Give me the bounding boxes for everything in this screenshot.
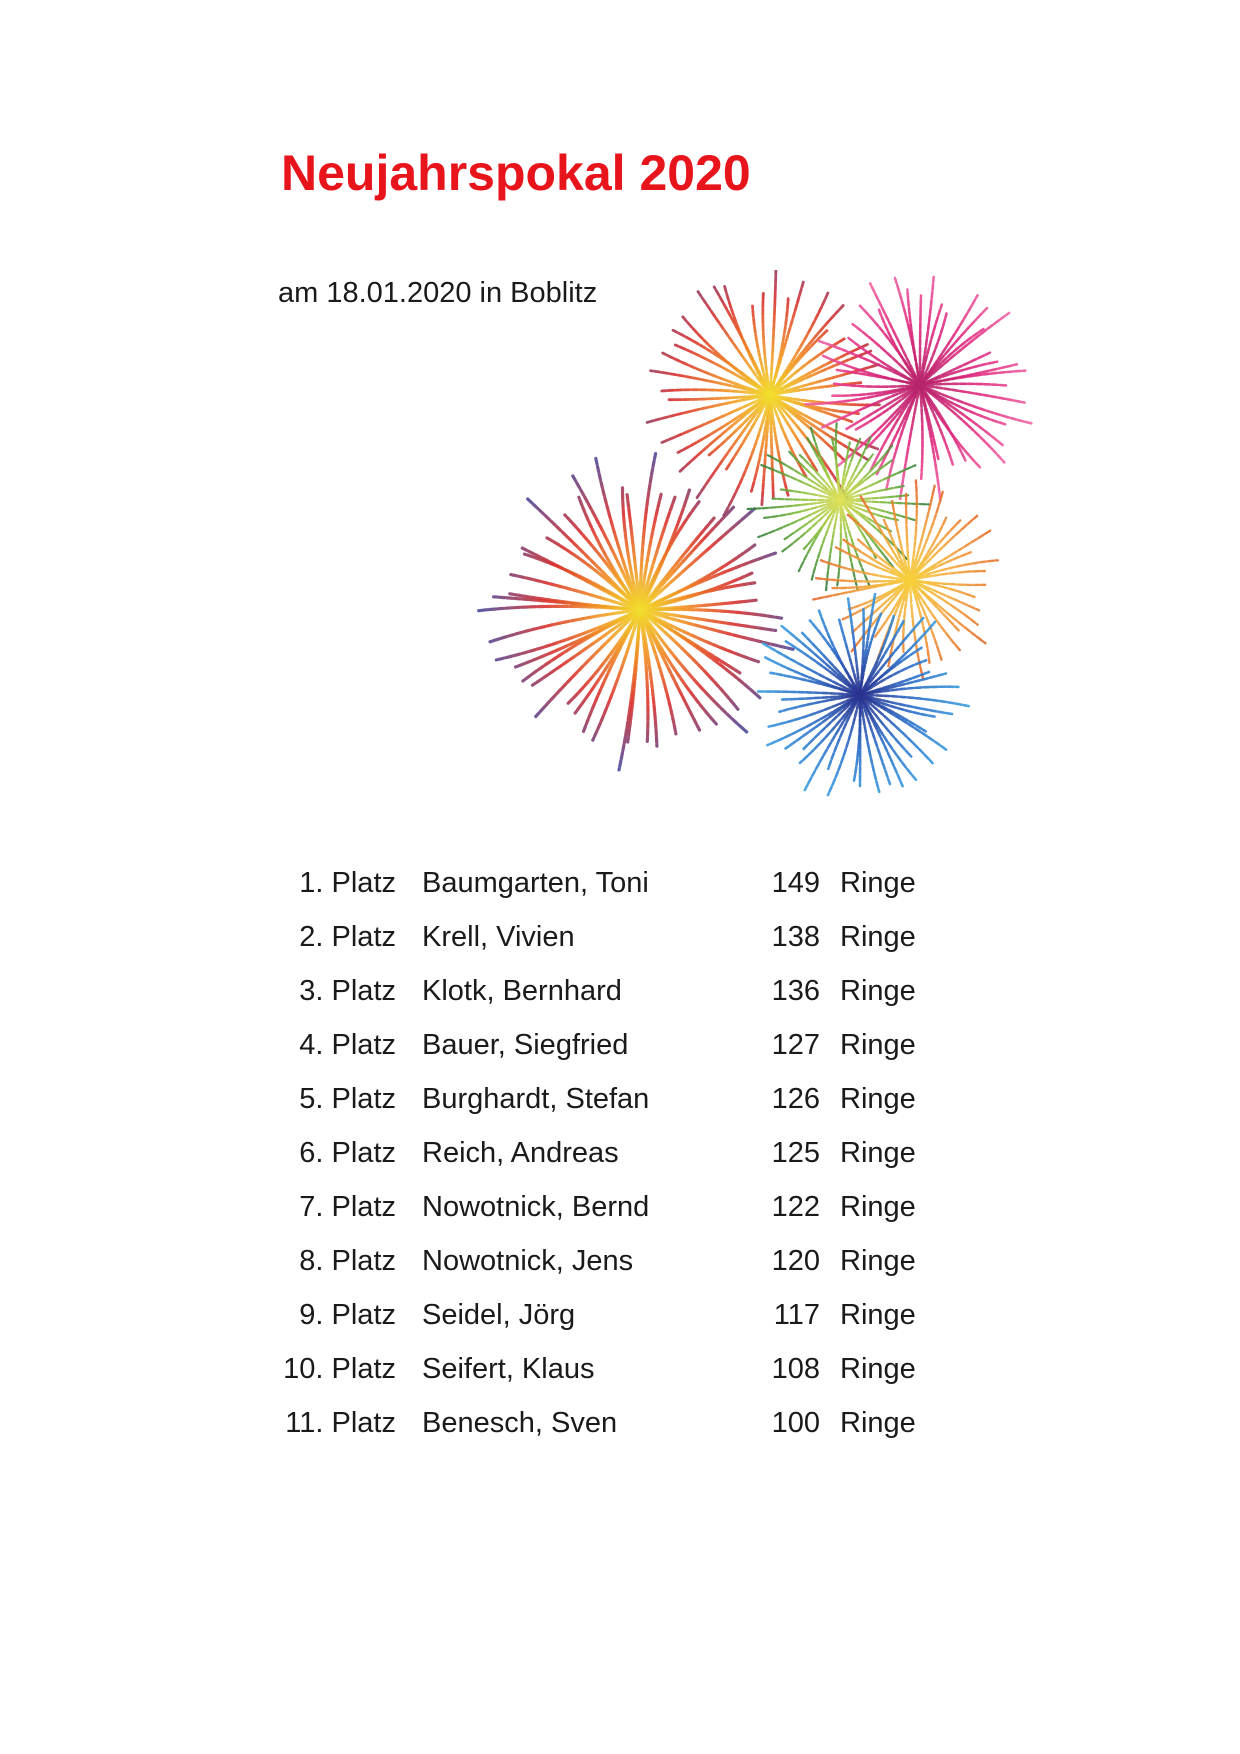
participant-name: Seifert, Klaus — [422, 1353, 595, 1385]
result-row — [270, 1342, 970, 1396]
participant-name: Burghardt, Stefan — [422, 1083, 650, 1115]
participant-name: Benesch, Sven — [422, 1407, 618, 1439]
participant-name: Klotk, Bernhard — [422, 975, 622, 1007]
rank: 9. Platz — [299, 1299, 396, 1331]
event-date-location: am 18.01.2020 in Boblitz — [278, 277, 598, 309]
score: 136 — [771, 975, 820, 1007]
score-unit: Ringe — [840, 1407, 916, 1439]
result-row — [270, 1180, 970, 1234]
rank: 2. Platz — [299, 921, 396, 953]
participant-name: Seidel, Jörg — [422, 1299, 576, 1331]
score-unit: Ringe — [840, 1029, 916, 1061]
rank: 10. Platz — [283, 1353, 396, 1385]
participant-name: Reich, Andreas — [422, 1137, 619, 1169]
fireworks-illustration — [460, 270, 1060, 810]
score: 122 — [771, 1191, 820, 1223]
result-row — [270, 1126, 970, 1180]
result-row — [270, 1072, 970, 1126]
participant-name: Nowotnick, Jens — [422, 1245, 634, 1277]
score: 108 — [771, 1353, 820, 1385]
participant-name: Krell, Vivien — [422, 921, 575, 953]
rank: 4. Platz — [299, 1029, 396, 1061]
rank: 3. Platz — [299, 975, 396, 1007]
participant-name: Baumgarten, Toni — [422, 867, 649, 899]
score-unit: Ringe — [840, 1299, 916, 1331]
result-row — [270, 1396, 970, 1450]
result-row — [270, 1234, 970, 1288]
score-unit: Ringe — [840, 1353, 916, 1385]
score-unit: Ringe — [840, 867, 916, 899]
score: 127 — [771, 1029, 820, 1061]
score-unit: Ringe — [840, 921, 916, 953]
participant-name: Bauer, Siegfried — [422, 1029, 629, 1061]
score-unit: Ringe — [840, 1137, 916, 1169]
result-row — [270, 856, 970, 910]
score: 120 — [771, 1245, 820, 1277]
firework-burst-blue — [757, 593, 969, 795]
rank: 8. Platz — [299, 1245, 396, 1277]
rank: 11. Platz — [285, 1407, 396, 1439]
score: 149 — [771, 867, 820, 899]
score: 125 — [771, 1137, 820, 1169]
result-row — [270, 1018, 970, 1072]
score: 100 — [771, 1407, 820, 1439]
result-row — [270, 1288, 970, 1342]
participant-name: Nowotnick, Bernd — [422, 1191, 650, 1223]
score: 117 — [773, 1299, 820, 1331]
score: 138 — [771, 921, 820, 953]
rank: 1. Platz — [299, 867, 396, 899]
score-unit: Ringe — [840, 975, 916, 1007]
rank: 7. Platz — [299, 1191, 396, 1223]
rank: 6. Platz — [299, 1137, 396, 1169]
page-title: Neujahrspokal 2020 — [281, 145, 751, 201]
score-unit: Ringe — [840, 1083, 916, 1115]
result-row — [270, 964, 970, 1018]
rank: 5. Platz — [299, 1083, 396, 1115]
firework-burst-large — [479, 454, 794, 770]
score-unit: Ringe — [840, 1191, 916, 1223]
score: 126 — [771, 1083, 820, 1115]
results-list — [270, 856, 970, 1450]
result-row — [270, 910, 970, 964]
score-unit: Ringe — [840, 1245, 916, 1277]
